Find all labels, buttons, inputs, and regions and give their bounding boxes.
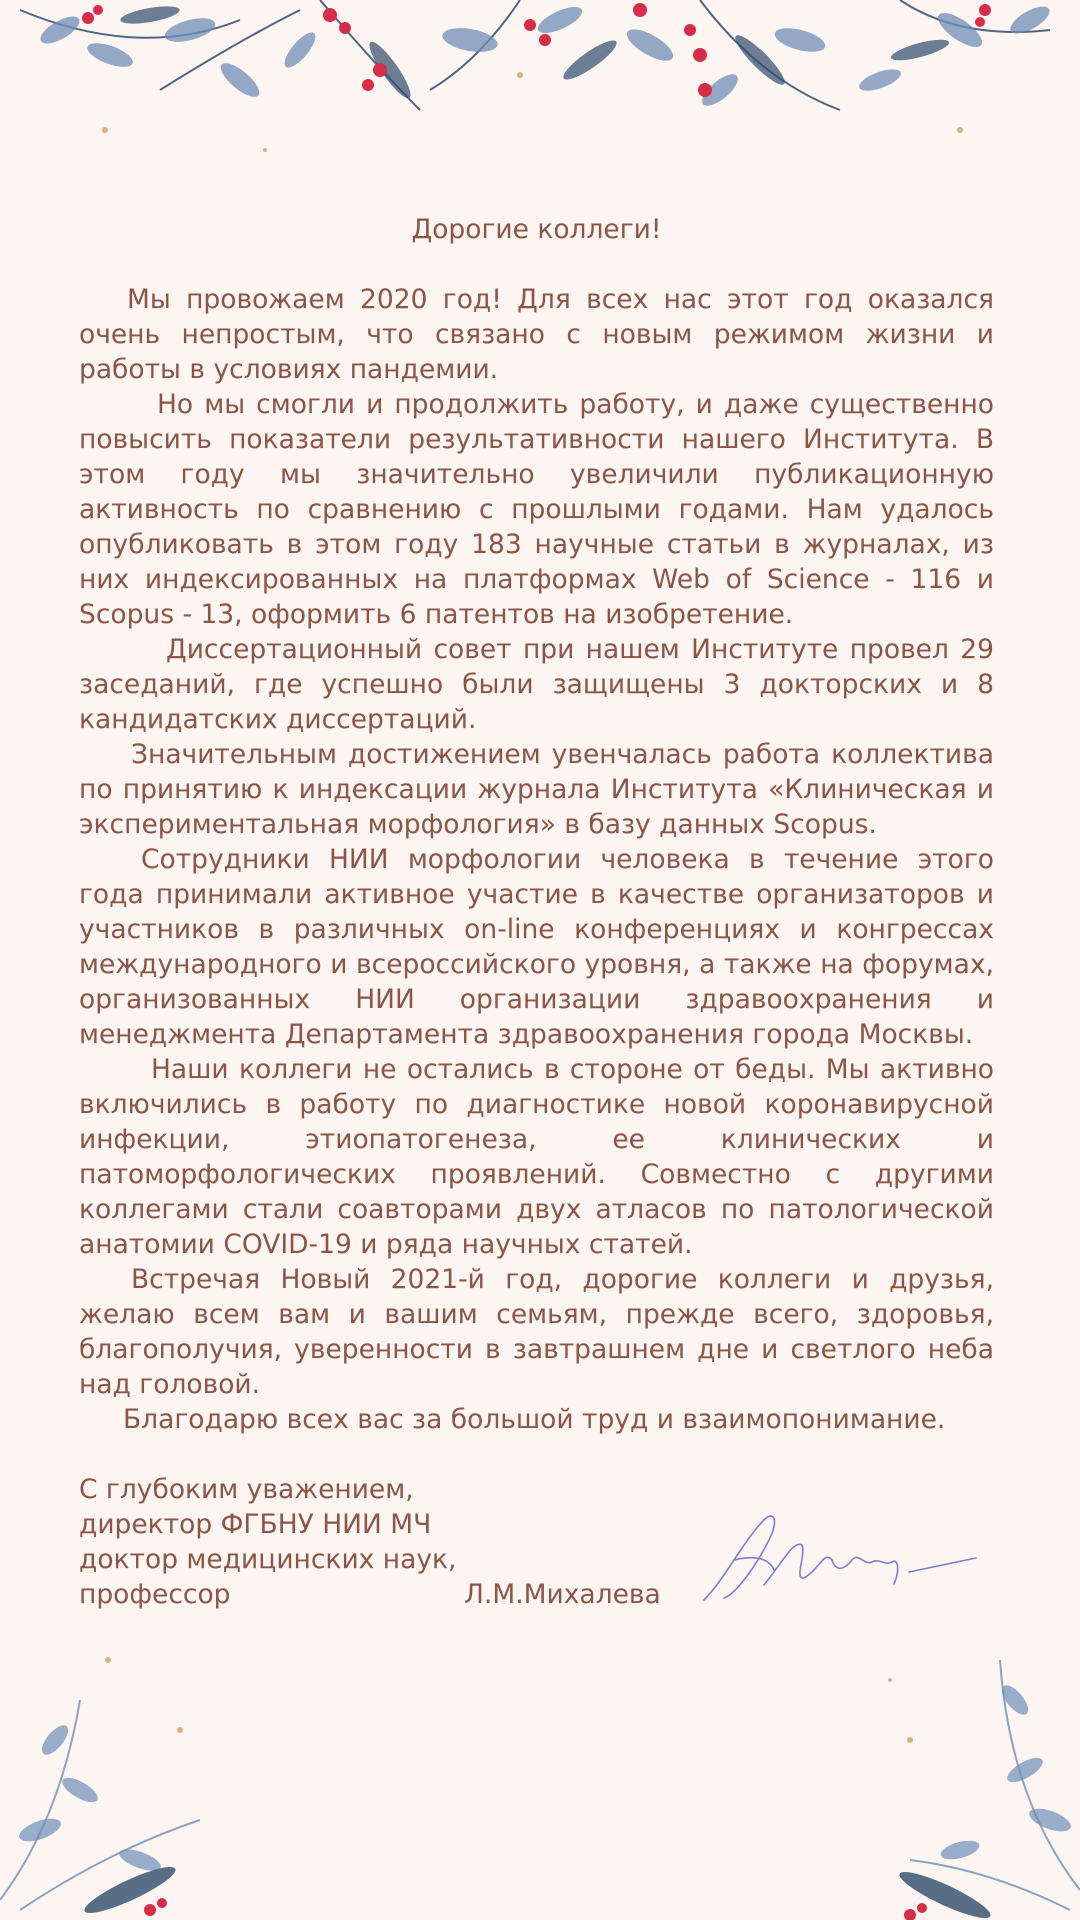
paragraph-7: Встречая Новый 2021-й год, дорогие коллеги и друзья, желаю всем вам и вашим семьям, прежде всего, здоровья, благополучия, уверенности в завтрашнем дне и светлого неба над головой. xyxy=(79,1264,994,1400)
paragraph-1: Мы провожаем 2020 год! Для всех нас этот год оказался очень непростым, что связано с новым режимом жизни и работы в условиях пандемии. xyxy=(79,284,994,385)
paragraph-5: Сотрудники НИИ морфологии человека в течение этого года принимали активное участие в качестве организаторов и участников в различных on-line конференциях и конгрессах международного и всероссийского уровня, а также на форумах, организованных НИИ организации здравоохранения и менеджмента Департамента здравоохранения города Москвы. xyxy=(79,844,994,1050)
closing-position: директор ФГБНУ НИИ МЧ xyxy=(79,1509,432,1540)
winter-foliage-bottom-left xyxy=(0,1620,260,1920)
closing-degree: доктор медицинских наук, xyxy=(79,1544,457,1575)
paragraph-3: Диссертационный совет при нашем Институте провел 29 заседаний, где успешно были защищены 3 докторских и 8 кандидатских диссертаций. xyxy=(79,634,994,735)
paragraph-4: Значительным достижением увенчалась работа коллектива по принятию к индексации журнала Института «Клиническая и экспериментальная морфология» в базу данных Scopus. xyxy=(79,739,994,840)
signatory-name: Л.М.Михалева xyxy=(464,1579,661,1610)
letter-body xyxy=(79,212,994,1612)
handwritten-signature xyxy=(694,1500,984,1620)
closing-title: профессор xyxy=(79,1579,231,1610)
winter-foliage-bottom-right xyxy=(850,1620,1080,1920)
greeting: Дорогие коллеги! xyxy=(411,214,662,245)
paragraph-8: Благодарю всех вас за большой труд и взаимопонимание. xyxy=(123,1404,946,1435)
paragraph-2: Но мы смогли и продолжить работу, и даже существенно повысить показатели результативности нашего Института. В этом году мы значительно увеличили публикационную активность по сравнению с прошлыми годами. Нам удалось опубликовать в этом году 183 научные статьи в журналах, из них индексированных на платформах Web of Science - 116 и Scopus - 13, оформить 6 патентов на изобретение. xyxy=(79,389,994,630)
closing-regards: С глубоким уважением, xyxy=(79,1474,414,1505)
winter-foliage-top xyxy=(0,0,1080,190)
paragraph-6: Наши коллеги не остались в стороне от беды. Мы активно включились в работу по диагностике новой коронавирусной инфекции, этиопатогенеза, ее клинических и патоморфологических проявлений. Совместно с другими коллегами стали соавторами двух атласов по патологической анатомии COVID-19 и ряда научных статей. xyxy=(79,1054,994,1260)
